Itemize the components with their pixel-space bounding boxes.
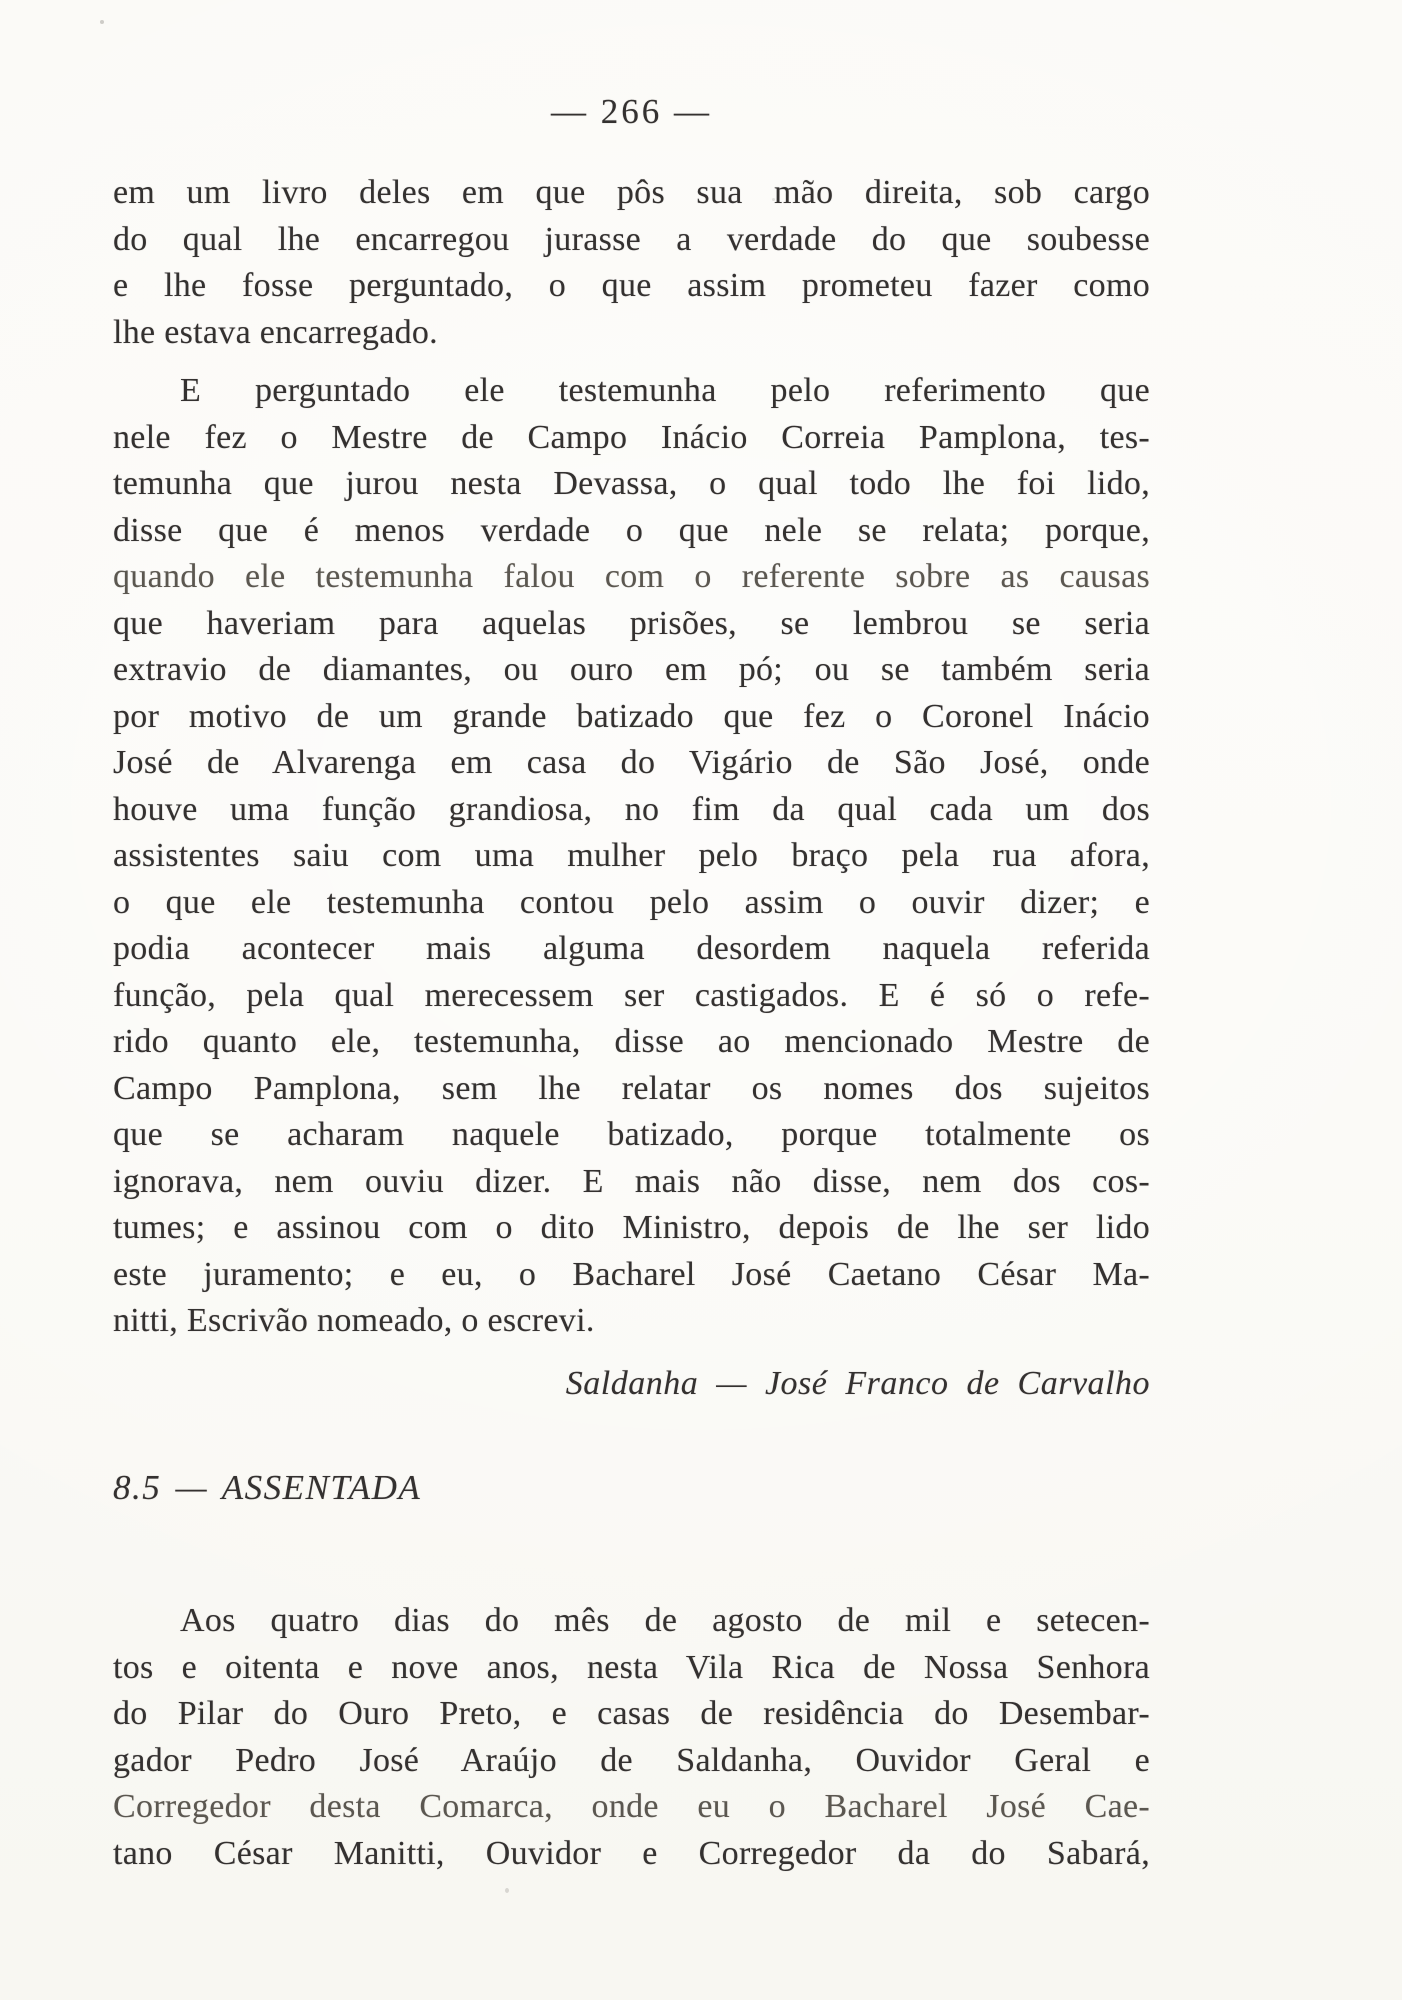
paragraph-testimony <box>113 368 1150 1345</box>
text-line: que haveriam para aquelas prisões, se lembrou se seria <box>113 604 1150 642</box>
text-line: extravio de diamantes, ou ouro em pó; ou se também seria <box>113 651 1150 688</box>
text-line: do qual lhe encarregou jurasse a verdade do que soubesse <box>113 220 1150 258</box>
text-line: Campo Pamplona, sem lhe relatar os nomes dos sujeitos <box>113 1069 1150 1107</box>
text-line: tano César Manitti, Ouvidor e Corregedor da do Sabará, <box>113 1834 1150 1872</box>
text-line: gador Pedro José Araújo de Saldanha, Ouvidor Geral e <box>113 1741 1150 1779</box>
paragraph-assentada <box>113 1598 1150 1877</box>
text-line: temunha que jurou nesta Devassa, o qual todo lhe foi lido, <box>113 465 1150 502</box>
scan-speck <box>505 1888 509 1893</box>
text-line: podia acontecer mais alguma desordem naquela referida <box>113 930 1150 967</box>
text-line: e lhe fosse perguntado, o que assim prometeu fazer como <box>113 267 1150 304</box>
text-line: por motivo de um grande batizado que fez o Coronel Inácio <box>113 697 1150 735</box>
text-line: que se acharam naquele batizado, porque totalmente os <box>113 1116 1150 1153</box>
section-heading: 8.5 — ASSENTADA <box>113 1468 422 1507</box>
text-line: houve uma função grandiosa, no fim da qual cada um dos <box>113 790 1150 828</box>
text-line: este juramento; e eu, o Bacharel José Caetano César Ma- <box>113 1255 1150 1293</box>
text-line: função, pela qual merecessem ser castigados. E é só o refe- <box>113 976 1150 1014</box>
text-line: Aos quatro dias do mês de agosto de mil e setecen- <box>180 1602 1150 1639</box>
text-line: disse que é menos verdade o que nele se relata; porque, <box>113 511 1150 549</box>
text-line: em um livro deles em que pôs sua mão direita, sob cargo <box>113 174 1150 211</box>
text-line: Corregedor desta Comarca, onde eu o Bacharel José Cae- <box>113 1788 1150 1825</box>
text-line: o que ele testemunha contou pelo assim o ouvir dizer; e <box>113 883 1150 921</box>
text-line: quando ele testemunha falou com o referente sobre as causas <box>113 558 1150 595</box>
text-line: tumes; e assinou com o dito Ministro, depois de lhe ser lido <box>113 1209 1150 1246</box>
scan-speck <box>772 198 775 201</box>
text-line: assistentes saiu com uma mulher pelo braço pela rua afora, <box>113 837 1150 874</box>
paragraph-continuation <box>113 170 1150 356</box>
text-line: nitti, Escrivão nomeado, o escrevi. <box>113 1302 595 1339</box>
text-line: rido quanto ele, testemunha, disse ao mencionado Mestre de <box>113 1023 1150 1060</box>
text-line: José de Alvarenga em casa do Vigário de São José, onde <box>113 744 1150 781</box>
text-line: tos e oitenta e nove anos, nesta Vila Rica de Nossa Senhora <box>113 1648 1150 1686</box>
page-number: — 266 — <box>551 92 712 131</box>
signature-line: Saldanha — José Franco de Carvalho <box>565 1365 1150 1402</box>
text-line: ignorava, nem ouviu dizer. E mais não disse, nem dos cos- <box>113 1162 1150 1200</box>
text-line: E perguntado ele testemunha pelo referimento que <box>180 372 1150 409</box>
text-line: lhe estava encarregado. <box>113 313 438 351</box>
text-line: do Pilar do Ouro Preto, e casas de residência do Desembar- <box>113 1695 1150 1732</box>
text-line: nele fez o Mestre de Campo Inácio Correia Pamplona, tes- <box>113 418 1150 456</box>
scan-speck <box>100 20 104 24</box>
